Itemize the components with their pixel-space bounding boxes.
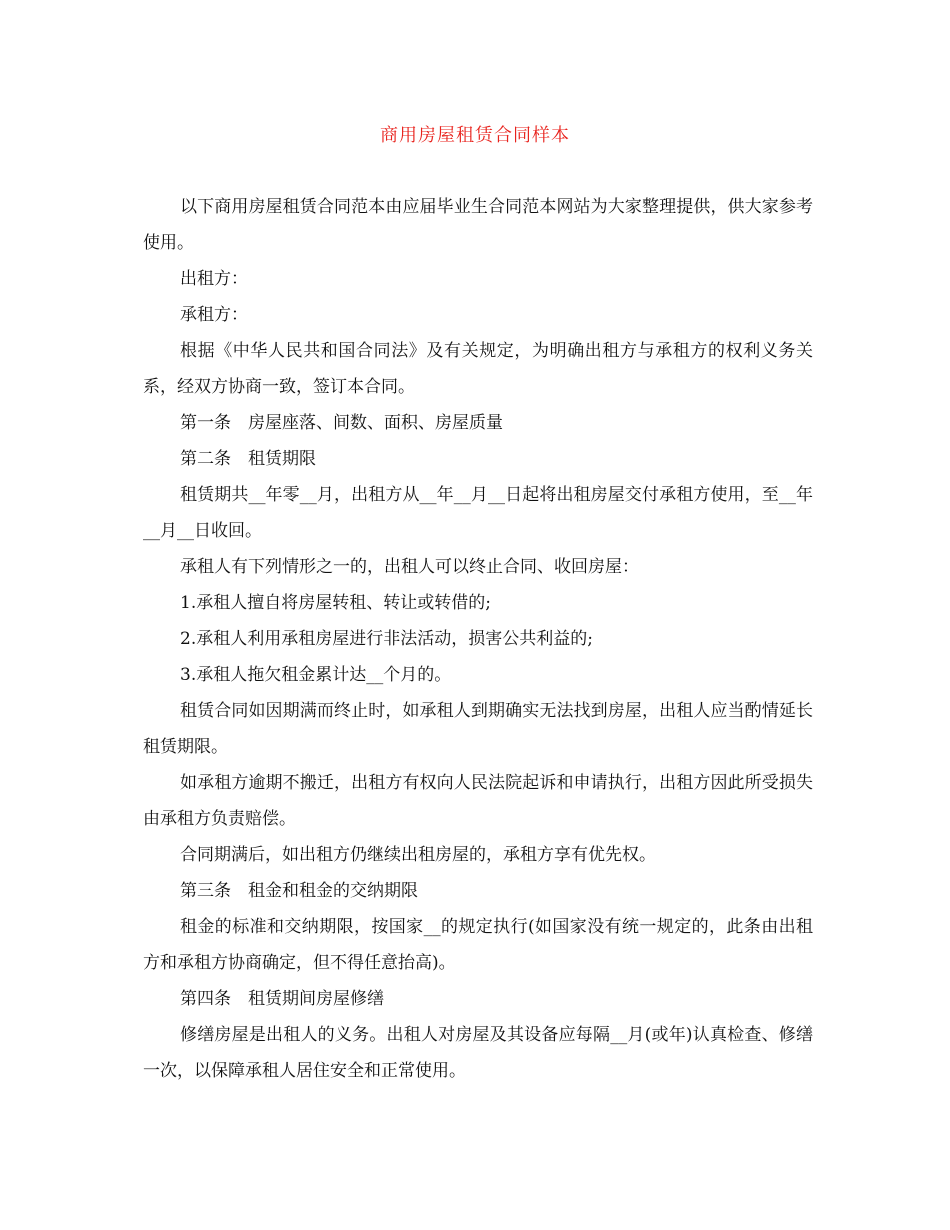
lease-term-paragraph: 租赁期共__年零__月，出租方从__年__月__日起将出租房屋交付承租方使用，至__年__月__日收回。: [143, 485, 813, 541]
repair-paragraph: 修缮房屋是出租人的义务。出租人对房屋及其设备应每隔__月(或年)认真检查、修缮一次，以保障承租人居住安全和正常使用。: [143, 1025, 813, 1081]
document-body: [143, 189, 813, 1089]
article-4-heading: 第四条 租赁期间房屋修缮: [180, 989, 384, 1009]
intro-paragraph: 以下商用房屋租赁合同范本由应届毕业生合同范本网站为大家整理提供，供大家参考使用。: [143, 197, 813, 253]
article-2-heading: 第二条 租赁期限: [180, 449, 316, 469]
preamble-paragraph: 根据《中华人民共和国合同法》及有关规定，为明确出租方与承租方的权利义务关系，经双方协商一致，签订本合同。: [143, 341, 813, 397]
document-title: 商用房屋租赁合同样本: [380, 125, 570, 146]
lessee-line: 承租方：: [180, 305, 248, 325]
condition-item-1: 1.承租人擅自将房屋转租、转让或转借的;: [180, 593, 491, 613]
article-3-heading: 第三条 租金和租金的交纳期限: [180, 881, 418, 901]
condition-item-2: 2.承租人利用承租房屋进行非法活动，损害公共利益的;: [180, 629, 593, 649]
article-1-heading: 第一条 房屋座落、间数、面积、房屋质量: [180, 413, 503, 433]
overdue-paragraph: 如承租方逾期不搬迁，出租方有权向人民法院起诉和申请执行，出租方因此所受损失由承租方负责赔偿。: [143, 773, 813, 829]
condition-item-3: 3.承租人拖欠租金累计达__个月的。: [180, 665, 452, 685]
lessor-line: 出租方：: [180, 269, 248, 289]
rent-paragraph: 租金的标准和交纳期限，按国家__的规定执行(如国家没有统一规定的，此条由出租方和承租方协商确定，但不得任意抬高)。: [143, 917, 813, 973]
termination-conditions-paragraph: 承租人有下列情形之一的，出租人可以终止合同、收回房屋：: [180, 557, 639, 577]
priority-paragraph: 合同期满后，如出租方仍继续出租房屋的，承租方享有优先权。: [180, 845, 656, 865]
extension-paragraph: 租赁合同如因期满而终止时，如承租人到期确实无法找到房屋，出租人应当酌情延长租赁期限。: [143, 701, 813, 757]
